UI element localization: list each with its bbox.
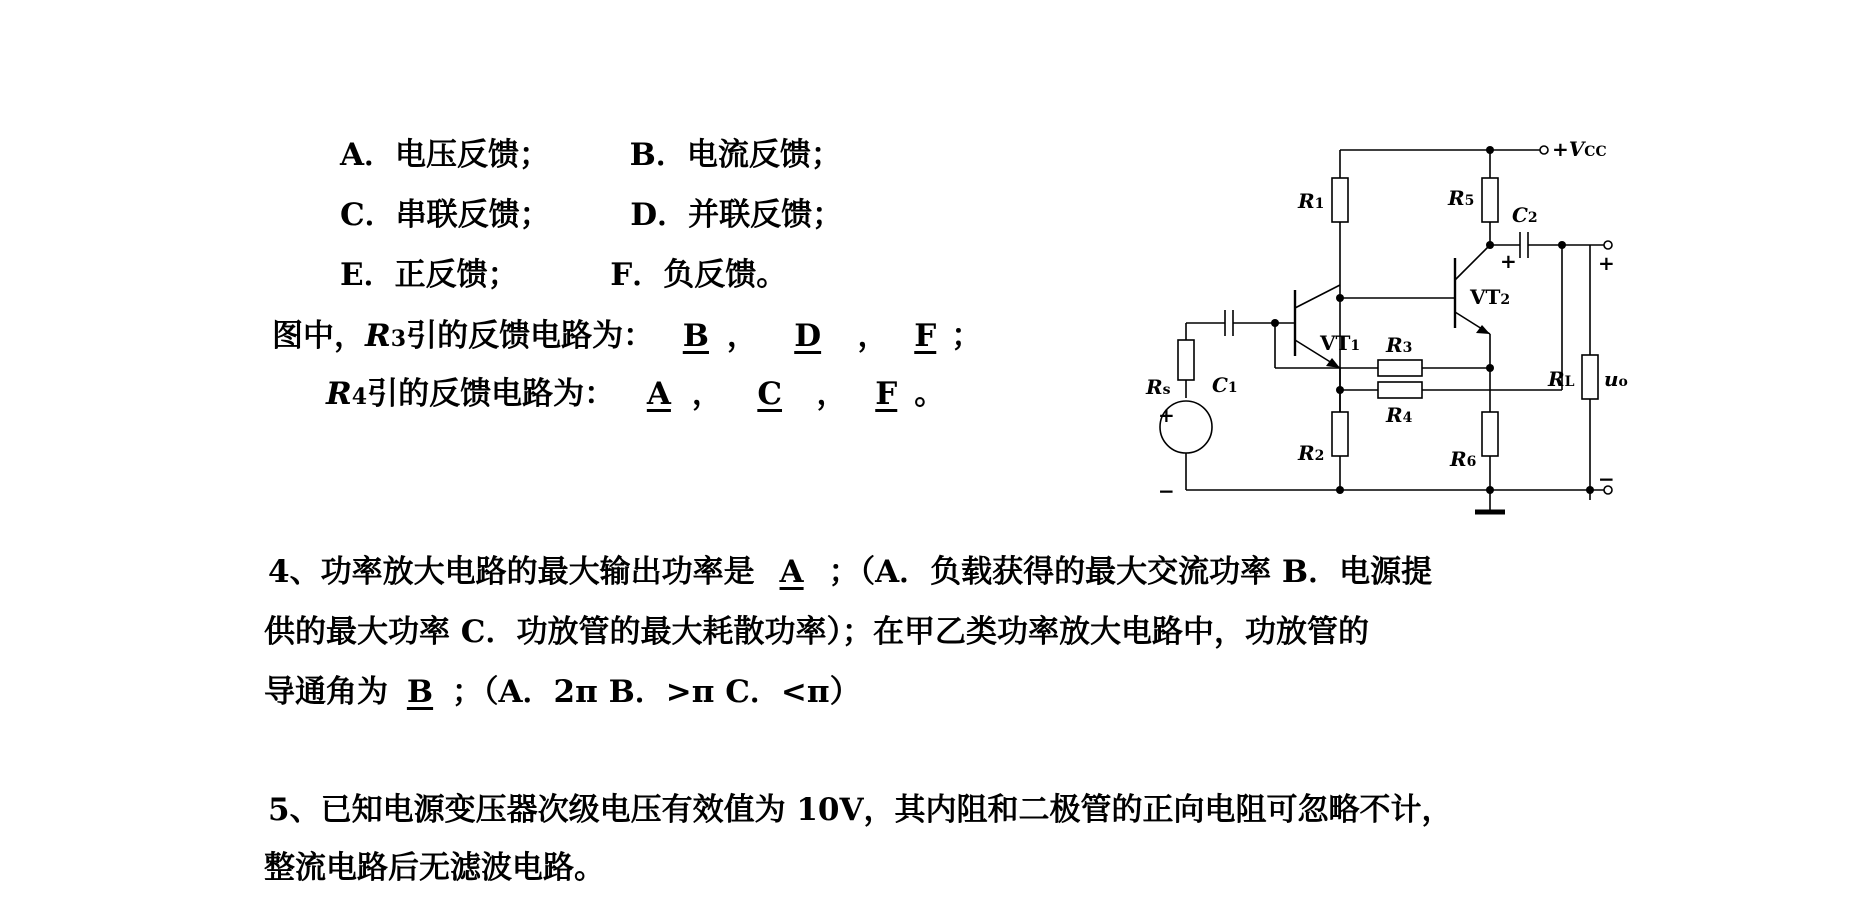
resistor-r6 <box>1482 412 1498 456</box>
q4-line-2: 供的最大功率 C．功放管的最大耗散功率）；在甲乙类功率放大电路中，功放管的 <box>264 614 1369 650</box>
r2-label: R2 <box>1298 441 1325 465</box>
output-minus: − <box>1598 467 1615 491</box>
answer-blank: B <box>406 674 434 710</box>
resistor-r4 <box>1378 382 1422 398</box>
c2-label: C2 <box>1512 203 1538 227</box>
r3-symbol: R3 <box>365 318 407 354</box>
answer-blank: A <box>646 376 671 412</box>
r5-label: R5 <box>1448 186 1475 210</box>
answer-blank: B <box>682 318 709 354</box>
answer-blank: F <box>914 318 937 354</box>
rl-label: RL <box>1548 367 1575 391</box>
resistor-rs <box>1178 340 1194 380</box>
answer-blank: D <box>794 318 822 354</box>
c1-label: C1 <box>1212 373 1238 397</box>
options-row-2 <box>340 195 843 235</box>
amplifier-circuit-diagram <box>1120 130 1640 530</box>
resistor-rl <box>1582 355 1598 399</box>
source-plus: + <box>1158 403 1175 427</box>
answer-blank: C <box>757 376 783 412</box>
option-a: A．电压反馈； <box>340 137 551 173</box>
q5-line-1: 5、已知电源变压器次级电压有效值为 10V，其内阻和二极管的正向电阻可忽略不计， <box>268 792 1453 828</box>
r1-label: R1 <box>1298 189 1325 213</box>
option-e: E．正反馈； <box>340 257 519 293</box>
c2-polarity-plus: + <box>1500 249 1517 273</box>
resistor-r2 <box>1332 412 1348 456</box>
r3-feedback-line: 图中，R3引的反馈电路为： B ， D ， F ； <box>272 318 983 354</box>
resistor-r1 <box>1332 178 1348 222</box>
q4-line-1: 4、功率放大电路的最大输出功率是 A ；（A．负载获得的最大交流功率 B．电源提 <box>268 554 1433 590</box>
source-minus: − <box>1158 479 1175 503</box>
uo-label: uo <box>1604 367 1628 391</box>
r4-label: R4 <box>1386 403 1413 427</box>
r6-label: R6 <box>1450 447 1477 471</box>
answer-blank: A <box>779 554 804 590</box>
vcc-label: +VCC <box>1552 137 1607 161</box>
resistor-r3 <box>1378 360 1422 376</box>
option-b: B．电流反馈； <box>629 137 842 173</box>
options-row-1 <box>340 135 842 175</box>
r4-symbol: R4 <box>326 376 368 412</box>
q4-line-3: 导通角为 B ；（A．2π B．>π C．<π） <box>264 674 861 710</box>
option-d: D．并联反馈； <box>630 197 844 233</box>
r4-feedback-line: R4引的反馈电路为： A ， C ， F 。 <box>326 376 946 412</box>
options-row-3 <box>340 255 787 295</box>
vt1-label: VT1 <box>1320 331 1361 355</box>
option-c: C．串联反馈； <box>340 197 551 233</box>
r3-label: R3 <box>1386 333 1413 357</box>
vt2-label: VT2 <box>1470 285 1511 309</box>
output-plus: + <box>1598 251 1615 275</box>
resistor-r5 <box>1482 178 1498 222</box>
answer-blank: F <box>875 376 898 412</box>
option-f: F．负反馈。 <box>610 257 788 293</box>
rs-label: Rs <box>1146 375 1171 399</box>
q5-line-2: 整流电路后无滤波电路。 <box>264 850 605 886</box>
